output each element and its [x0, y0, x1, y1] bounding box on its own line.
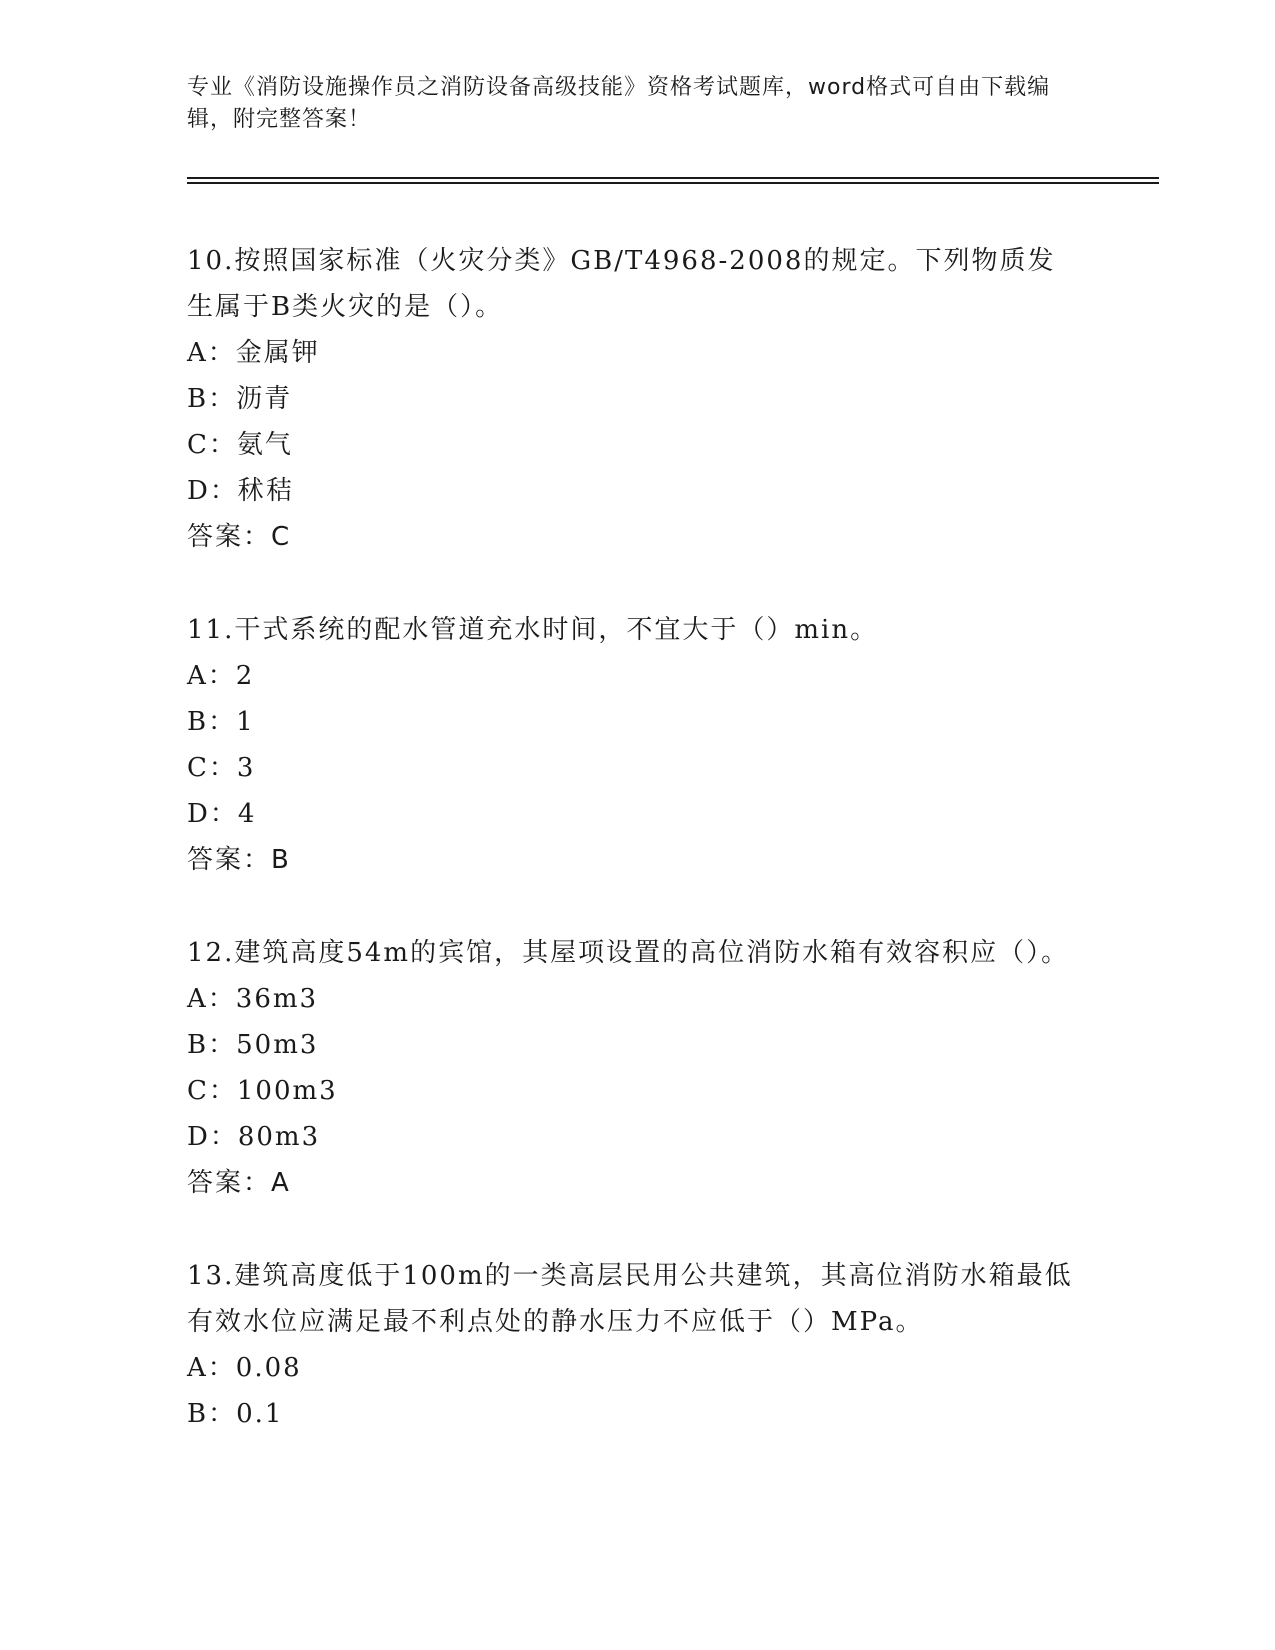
- option-b: B：沥青: [187, 384, 293, 414]
- option-b: B：1: [187, 707, 255, 737]
- option-d: D：秫秸: [187, 476, 294, 506]
- question-stem: 11.干式系统的配水管道充水时间，不宜大于（）min。: [187, 615, 879, 645]
- question-10: [187, 238, 1077, 560]
- option-d: D：80m3: [187, 1122, 321, 1152]
- option-c: C：100m3: [187, 1076, 338, 1106]
- option-a: A：2: [187, 661, 255, 691]
- answer-line: 答案：A: [187, 1168, 291, 1198]
- option-b: B：50m3: [187, 1030, 319, 1060]
- header-divider-bottom: [187, 182, 1159, 184]
- answer-line: 答案：B: [187, 845, 291, 875]
- option-c: C：氨气: [187, 430, 293, 460]
- question-stem: 10.按照国家标准（火灾分类》GB/T4968-2008的规定。下列物质发生属于B类火灾的是（）。: [187, 246, 1056, 322]
- answer-line: 答案：C: [187, 522, 292, 552]
- question-13: [187, 1253, 1077, 1437]
- option-b: B：0.1: [187, 1399, 284, 1429]
- option-d: D：4: [187, 799, 257, 829]
- question-12: [187, 930, 1077, 1206]
- option-c: C：3: [187, 753, 256, 783]
- option-a: A：金属钾: [187, 338, 320, 368]
- question-stem: 12.建筑高度54m的宾馆，其屋项设置的高位消防水箱有效容积应（）。: [187, 938, 1070, 968]
- question-list: [187, 238, 1077, 1484]
- question-stem: 13.建筑高度低于100m的一类高层民用公共建筑，其高位消防水箱最低有效水位应满足最不利点处的静水压力不应低于（）MPa。: [187, 1261, 1073, 1337]
- option-a: A：36m3: [187, 984, 319, 1014]
- header-divider-top: [187, 177, 1159, 179]
- option-a: A：0.08: [187, 1353, 302, 1383]
- question-11: [187, 607, 1077, 883]
- document-header: 专业《消防设施操作员之消防设备高级技能》资格考试题库，word格式可自由下载编辑，附完整答案！: [187, 75, 1051, 132]
